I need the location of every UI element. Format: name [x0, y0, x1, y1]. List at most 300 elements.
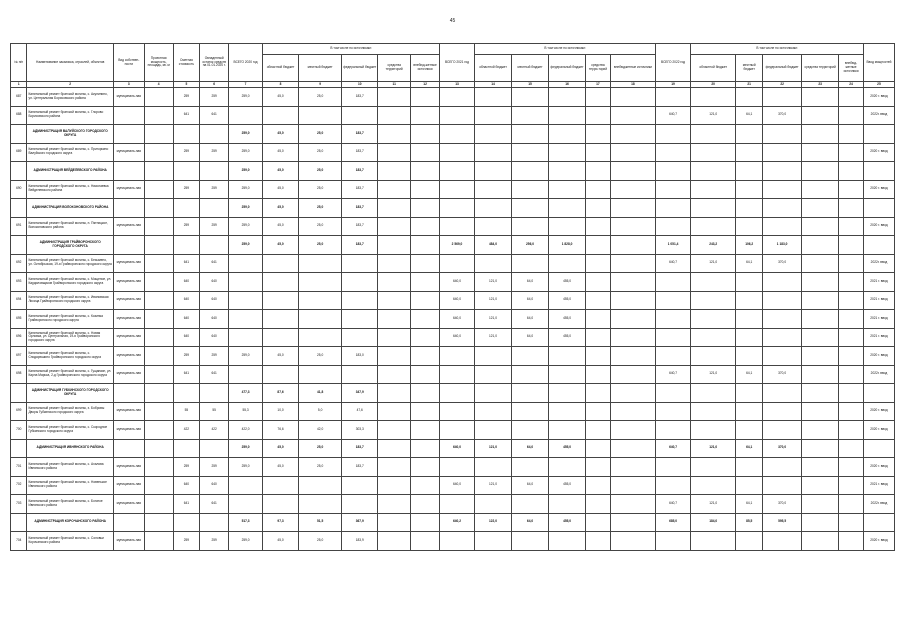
table-cell [440, 532, 475, 551]
table-cell [802, 365, 839, 384]
table-cell: 2020 г. ввод [863, 88, 894, 107]
table-cell [586, 180, 611, 199]
table-cell [763, 384, 802, 403]
table-cell [656, 291, 691, 310]
header-total-2022: ВСЕГО 2022 год [656, 44, 691, 82]
table-cell: 45,0 [263, 458, 299, 477]
table-cell [299, 365, 342, 384]
table-cell [474, 421, 511, 440]
row-number-cell [11, 125, 27, 144]
table-cell: 256,0 [512, 236, 549, 255]
table-cell [512, 125, 549, 144]
table-cell: 640 [173, 310, 200, 329]
table-cell: 2020 г. ввод [863, 143, 894, 162]
table-cell [802, 254, 839, 273]
table-cell [863, 384, 894, 403]
table-cell [299, 291, 342, 310]
table-cell [586, 125, 611, 144]
table-cell: 640 [173, 476, 200, 495]
table-cell: 45,0 [263, 162, 299, 181]
table-cell [656, 273, 691, 292]
table-cell [863, 162, 894, 181]
table-cell [440, 384, 475, 403]
table-cell: 45,0 [263, 199, 299, 218]
table-cell [586, 143, 611, 162]
header-src-2022: средства территорий [802, 55, 839, 82]
row-number-cell: 697 [11, 347, 27, 366]
row-number-cell: 689 [11, 143, 27, 162]
table-cell [411, 125, 440, 144]
table-cell: 259,0 [229, 125, 263, 144]
table-cell: 455,0 [549, 476, 586, 495]
column-number: 6 [200, 82, 229, 88]
table-cell [863, 125, 894, 144]
table-cell: 477,3 [229, 384, 263, 403]
table-cell: 640,0 [440, 291, 475, 310]
column-number: 1 [11, 82, 27, 88]
table-cell [549, 532, 586, 551]
table-cell: 640,0 [440, 439, 475, 458]
table-cell [512, 180, 549, 199]
table-cell [802, 180, 839, 199]
table-cell [610, 421, 655, 440]
row-number-cell: 702 [11, 476, 27, 495]
header-src-2020: средства территорий [378, 55, 411, 82]
table-cell: 2021 г. ввод [863, 328, 894, 347]
table-cell [549, 125, 586, 144]
row-number-cell: 688 [11, 106, 27, 125]
table-cell [378, 125, 411, 144]
object-name-cell: Капитальный ремонт братской могилы, с. Глорово Борисовского района [27, 106, 113, 125]
table-cell: 183,7 [342, 125, 378, 144]
table-cell [512, 365, 549, 384]
table-cell [474, 347, 511, 366]
row-number-cell: 692 [11, 254, 27, 273]
table-cell: 685,0 [656, 513, 691, 532]
table-cell: 640,7 [656, 106, 691, 125]
column-number: 18 [610, 82, 655, 88]
object-name-cell: Капитальный ремонт братской могилы, п. Пятницкое, Волоконовского района [27, 217, 113, 236]
table-cell: 640,7 [656, 365, 691, 384]
table-cell [839, 162, 864, 181]
table-cell [549, 106, 586, 125]
table-cell [144, 513, 173, 532]
table-cell [440, 162, 475, 181]
table-cell: 2020 г. ввод [863, 532, 894, 551]
table-cell [173, 162, 200, 181]
table-cell [474, 199, 511, 218]
table-cell [512, 495, 549, 514]
table-cell [512, 106, 549, 125]
table-cell [144, 125, 173, 144]
table-cell [736, 180, 763, 199]
table-cell [736, 199, 763, 218]
table-cell [299, 106, 342, 125]
table-cell [610, 384, 655, 403]
table-cell: 259 [200, 458, 229, 477]
table-cell [440, 143, 475, 162]
table-cell [863, 439, 894, 458]
table-cell [586, 88, 611, 107]
table-cell [173, 236, 200, 255]
table-cell: 640 [200, 476, 229, 495]
table-cell [299, 328, 342, 347]
table-cell [144, 458, 173, 477]
table-cell: 455,0 [549, 291, 586, 310]
administration-row [11, 439, 895, 458]
table-row [11, 532, 895, 551]
column-number: 5 [173, 82, 200, 88]
table-cell [691, 328, 736, 347]
table-row [11, 421, 895, 440]
table-cell [200, 236, 229, 255]
column-number: 25 [863, 82, 894, 88]
table-cell [763, 125, 802, 144]
table-cell [736, 125, 763, 144]
table-cell [763, 291, 802, 310]
table-cell [378, 328, 411, 347]
table-row [11, 328, 895, 347]
table-cell [691, 162, 736, 181]
table-cell [802, 310, 839, 329]
table-cell [378, 273, 411, 292]
table-cell [342, 273, 378, 292]
table-cell [802, 125, 839, 144]
table-cell [378, 532, 411, 551]
table-cell: 259 [200, 217, 229, 236]
column-number: 8 [263, 82, 299, 88]
table-cell [763, 180, 802, 199]
table-cell: 422 [173, 421, 200, 440]
object-name-cell: АДМИНИСТРАЦИЯ ГРАЙВОРОНСКОГО ГОРОДСКОГО ОКРУГА [27, 236, 113, 255]
table-cell: 45,0 [263, 125, 299, 144]
table-cell [411, 384, 440, 403]
table-cell: 2020 г. ввод [863, 402, 894, 421]
table-cell: муниципаль-ная [113, 217, 144, 236]
table-cell [586, 476, 611, 495]
table-cell [839, 273, 864, 292]
table-cell: 2022г. ввод [863, 106, 894, 125]
table-cell [610, 106, 655, 125]
table-cell [263, 273, 299, 292]
row-number-cell: 695 [11, 310, 27, 329]
table-cell: 259 [173, 347, 200, 366]
table-cell [173, 384, 200, 403]
table-cell [229, 476, 263, 495]
table-cell: 640 [200, 273, 229, 292]
table-cell [802, 217, 839, 236]
table-cell [839, 88, 864, 107]
table-cell [549, 421, 586, 440]
table-cell: 2020 г. ввод [863, 217, 894, 236]
object-name-cell: Капитальный ремонт братской могилы, с. Гущанкин, ул. Карла Маркса, 2-д Грайворонского городского округа [27, 365, 113, 384]
table-cell [411, 310, 440, 329]
table-cell [839, 217, 864, 236]
table-row [11, 476, 895, 495]
table-cell [839, 421, 864, 440]
table-cell: 243,2 [691, 236, 736, 255]
table-cell [586, 162, 611, 181]
table-cell [802, 439, 839, 458]
header-ownership: Вид собствен-ности [113, 44, 144, 82]
table-cell: 2022г. ввод [863, 495, 894, 514]
table-cell [586, 106, 611, 125]
table-cell [763, 273, 802, 292]
table-cell [440, 106, 475, 125]
table-cell [411, 106, 440, 125]
table-cell [173, 199, 200, 218]
table-cell: 259,0 [229, 236, 263, 255]
table-cell [763, 476, 802, 495]
administration-row [11, 162, 895, 181]
object-name-cell: Капитальный ремонт братской могилы, с. Пригоркино Валуйского городского округа [27, 143, 113, 162]
table-cell [263, 495, 299, 514]
table-cell [144, 88, 173, 107]
table-cell: 183,7 [342, 143, 378, 162]
table-cell: 259 [173, 217, 200, 236]
table-cell [411, 476, 440, 495]
table-cell [802, 347, 839, 366]
header-commissioning: Ввод мощностей [863, 44, 894, 82]
table-cell [512, 217, 549, 236]
table-cell [144, 402, 173, 421]
table-cell [411, 291, 440, 310]
table-cell [512, 402, 549, 421]
table-cell [802, 532, 839, 551]
table-cell [378, 143, 411, 162]
table-cell: 45,0 [263, 236, 299, 255]
table-cell: 484,0 [474, 236, 511, 255]
table-cell [440, 217, 475, 236]
table-cell: 259,0 [229, 180, 263, 199]
table-cell: 640,7 [656, 439, 691, 458]
column-number: 17 [586, 82, 611, 88]
table-cell [411, 143, 440, 162]
table-cell [610, 532, 655, 551]
table-cell [411, 328, 440, 347]
row-number-cell: 700 [11, 421, 27, 440]
table-cell [656, 88, 691, 107]
table-cell [691, 88, 736, 107]
table-cell [378, 458, 411, 477]
table-cell: 641 [173, 495, 200, 514]
table-cell: 370,0 [763, 106, 802, 125]
table-cell [263, 106, 299, 125]
table-cell [610, 125, 655, 144]
table-cell [113, 162, 144, 181]
table-cell: 25,0 [299, 88, 342, 107]
table-cell: 259 [200, 532, 229, 551]
column-number: 15 [512, 82, 549, 88]
table-cell: 641 [200, 495, 229, 514]
table-cell [839, 365, 864, 384]
table-cell [144, 532, 173, 551]
object-name-cell: Капитальный ремонт братской могилы, с. Козинка Грайворонского городского округа [27, 310, 113, 329]
table-row [11, 180, 895, 199]
table-cell: 259,0 [229, 347, 263, 366]
row-number-cell [11, 439, 27, 458]
table-cell [411, 513, 440, 532]
table-cell [378, 384, 411, 403]
table-cell: 640 [173, 273, 200, 292]
table-cell [656, 402, 691, 421]
table-cell: муниципаль-ная [113, 273, 144, 292]
column-number: 23 [802, 82, 839, 88]
table-cell [802, 162, 839, 181]
column-number: 7 [229, 82, 263, 88]
table-body [11, 82, 895, 551]
table-cell: 121,0 [691, 365, 736, 384]
table-cell: 183,7 [342, 458, 378, 477]
table-cell [586, 495, 611, 514]
table-cell: 97,3 [263, 513, 299, 532]
table-cell [411, 365, 440, 384]
table-cell [144, 439, 173, 458]
header-remaining: Овладенный остаток средств на 01.01.2020 г. [200, 44, 229, 82]
table-cell [610, 143, 655, 162]
table-cell [263, 476, 299, 495]
row-number-cell: 691 [11, 217, 27, 236]
table-cell [411, 254, 440, 273]
table-cell: 640 [200, 328, 229, 347]
table-cell [512, 162, 549, 181]
table-cell [802, 384, 839, 403]
table-cell [610, 439, 655, 458]
table-cell: 25,0 [299, 439, 342, 458]
table-cell: 2021 г. ввод [863, 476, 894, 495]
table-cell: 455,0 [549, 310, 586, 329]
table-cell: 641 [200, 365, 229, 384]
table-cell [411, 180, 440, 199]
table-cell [839, 347, 864, 366]
table-cell: 641 [173, 365, 200, 384]
table-cell [691, 310, 736, 329]
table-cell [691, 458, 736, 477]
table-cell [512, 458, 549, 477]
table-cell: 640,7 [656, 495, 691, 514]
column-number: 12 [411, 82, 440, 88]
table-cell [378, 88, 411, 107]
table-cell: 640 [200, 310, 229, 329]
table-cell: 370,0 [763, 365, 802, 384]
table-cell [549, 365, 586, 384]
table-cell [411, 439, 440, 458]
table-cell [263, 310, 299, 329]
object-name-cell: Капитальный ремонт братской могилы, с. Ивановская Лисица Грайворонского городского округа [27, 291, 113, 310]
table-cell: 183,7 [342, 88, 378, 107]
table-cell [144, 495, 173, 514]
object-name-cell: АДМИНИСТРАЦИЯ ИВНЯНСКОГО РАЙОНА [27, 439, 113, 458]
header-src-2022: внебюд-жетные источники [839, 55, 864, 82]
table-cell [736, 328, 763, 347]
table-cell: 55,3 [229, 402, 263, 421]
table-cell [440, 421, 475, 440]
column-number: 16 [549, 82, 586, 88]
table-cell [113, 439, 144, 458]
table-cell [378, 106, 411, 125]
table-cell [610, 328, 655, 347]
table-cell [263, 365, 299, 384]
table-cell [173, 125, 200, 144]
table-row [11, 106, 895, 125]
table-cell [440, 254, 475, 273]
object-name-cell: АДМИНИСТРАЦИЯ ГУБКИНСКОГО ГОРОДСКОГО ОКРУГА [27, 384, 113, 403]
table-cell [229, 273, 263, 292]
row-number-cell: 696 [11, 328, 27, 347]
row-number-cell: 698 [11, 365, 27, 384]
table-cell [378, 199, 411, 218]
table-cell: муниципаль-ная [113, 495, 144, 514]
table-cell [763, 217, 802, 236]
table-cell [144, 365, 173, 384]
table-cell [763, 310, 802, 329]
header-src-2021: средства терри-торий [586, 55, 611, 82]
table-cell: 259,0 [229, 88, 263, 107]
object-name-cell: Капитальный ремонт братской могилы, с. Безымено, ул. Октябрьская, 19-я Грайворонского городского округа [27, 254, 113, 273]
row-number-cell: 687 [11, 88, 27, 107]
table-cell [736, 384, 763, 403]
table-cell: 259 [200, 143, 229, 162]
header-src-2021: местный бюджет [512, 55, 549, 82]
table-cell: 25,0 [299, 458, 342, 477]
table-cell [299, 495, 342, 514]
table-cell: 641 [173, 254, 200, 273]
table-cell [440, 88, 475, 107]
table-cell [839, 291, 864, 310]
row-number-cell: 699 [11, 402, 27, 421]
table-cell [474, 125, 511, 144]
table-cell [474, 143, 511, 162]
table-cell [802, 273, 839, 292]
table-cell: 2020 г. ввод [863, 180, 894, 199]
row-number-cell [11, 384, 27, 403]
table-cell: 259 [200, 347, 229, 366]
table-row [11, 291, 895, 310]
table-cell [200, 125, 229, 144]
table-cell: 45,0 [263, 143, 299, 162]
table-cell [378, 365, 411, 384]
column-number: 14 [474, 82, 511, 88]
table-cell: 121,0 [691, 495, 736, 514]
table-cell [839, 513, 864, 532]
table-cell: 2020 г. ввод [863, 347, 894, 366]
table-cell [229, 254, 263, 273]
table-cell: 87,6 [263, 384, 299, 403]
table-cell [610, 88, 655, 107]
table-cell [378, 476, 411, 495]
table-cell [378, 291, 411, 310]
table-cell [144, 347, 173, 366]
column-number: 22 [763, 82, 802, 88]
header-num: № п/п [11, 44, 27, 82]
table-cell: муниципаль-ная [113, 143, 144, 162]
table-cell [144, 217, 173, 236]
table-cell [736, 421, 763, 440]
table-cell: 370,0 [763, 495, 802, 514]
table-cell [512, 347, 549, 366]
header-name: Наименование заказчика, отраслей, объектов [27, 44, 113, 82]
table-cell: 259,0 [229, 162, 263, 181]
table-cell: 47,6 [342, 402, 378, 421]
table-cell [691, 384, 736, 403]
table-cell: 25,0 [299, 217, 342, 236]
table-cell [763, 143, 802, 162]
table-cell [586, 291, 611, 310]
table-cell: 121,0 [474, 439, 511, 458]
table-cell [586, 236, 611, 255]
table-cell [610, 162, 655, 181]
table-cell: 259 [173, 180, 200, 199]
